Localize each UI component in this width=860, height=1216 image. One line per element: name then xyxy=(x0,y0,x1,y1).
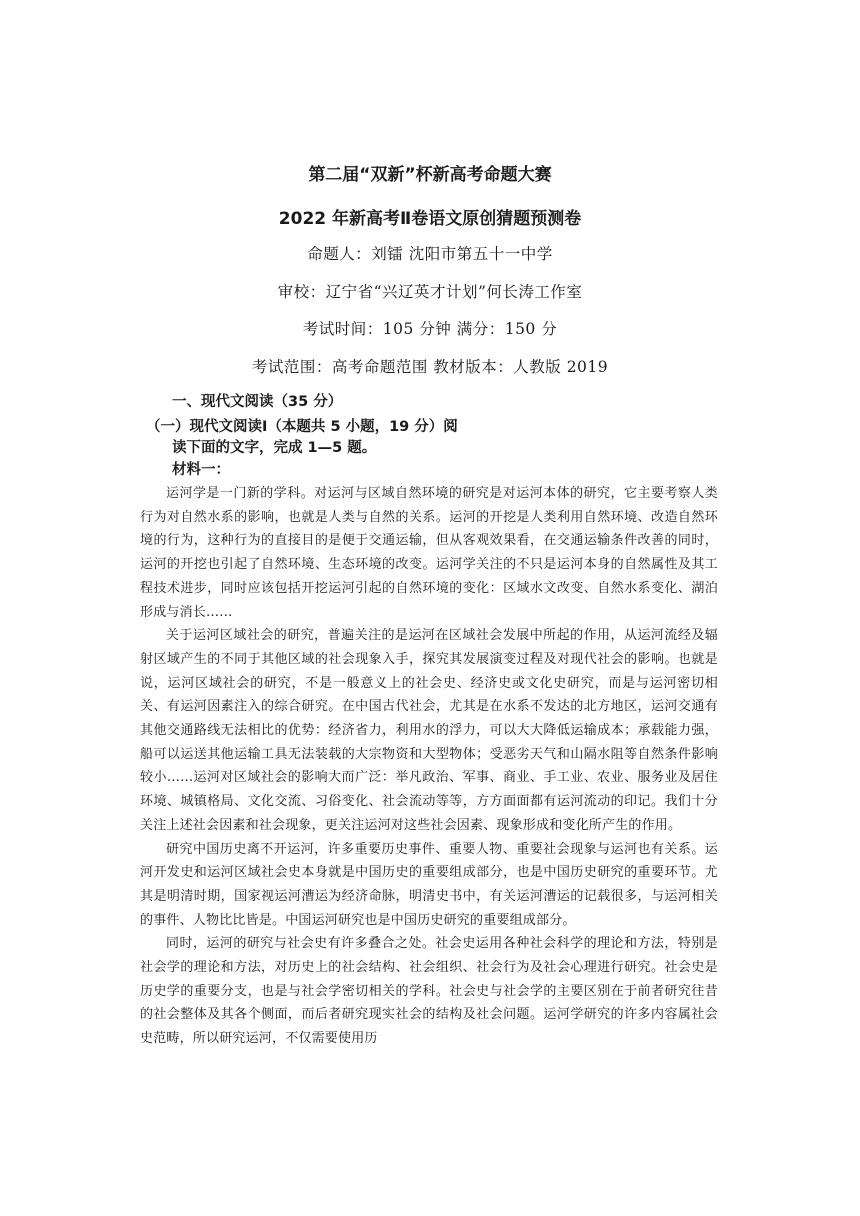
author-line: 命题人：刘镭 沈阳市第五十一中学 xyxy=(307,245,553,263)
section-heading: 一、现代文阅读（35 分） xyxy=(172,394,343,410)
paper-title: 2022 年新高考Ⅱ卷语文原创猜题预测卷 xyxy=(278,209,582,229)
reviewer-line: 审校：辽宁省“兴辽英才计划”何长涛工作室 xyxy=(277,283,583,301)
time-score-line: 考试时间：105 分钟 满分：150 分 xyxy=(302,320,558,338)
scope-line: 考试范围：高考命题范围 教材版本：人教版 2019 xyxy=(251,358,609,376)
material-label: 材料一： xyxy=(172,462,230,478)
passage-paragraph: 运河学是一门新的学科。对运河与区域自然环境的研究是对运河本体的研究，它主要考察人类行为对自然水系的影响，也就是人类与自然的关系。运河的开挖是人类利用自然环境、改造自然环境的行为，这种行为的直接目的是便于交通运输，但从客观效果看，在交通运输条件改善的同时，运河的开挖也引起了自然环境、生态环境的改变。运河学关注的不只是运河本身的自然属性及其工程技术进步，同时应该包括开挖运河引起的自然环境的变化：区域水文改变、自然水系变化、湖泊形成与消长…… xyxy=(140,486,718,620)
reading-passage xyxy=(140,482,718,1051)
contest-title: 第二届“双新”杯新高考命题大赛 xyxy=(308,165,552,185)
passage-paragraph: 同时，运河的研究与社会史有许多叠合之处。社会史运用各种社会科学的理论和方法，特别是社会学的理论和方法，对历史上的社会结构、社会组织、社会行为及社会心理进行研究。社会史是历史学的重要分支，也是与社会学密切相关的学科。社会史与社会学的主要区别在于前者研究往昔的社会整体及其各个侧面，而后者研究现实社会的结构及社会问题。运河学研究的许多内容属社会史范畴，所以研究运河，不仅需要使用历 xyxy=(140,936,718,1047)
reading-instruction: 读下面的文字，完成 1—5 题。 xyxy=(172,440,377,456)
passage-paragraph: 关于运河区域社会的研究，普遍关注的是运河在区域社会发展中所起的作用，从运河流经及辐射区域产生的不同于其他区域的社会现象入手，探究其发展演变过程及对现代社会的影响。也就是说，运河区域社会的研究，不是一般意义上的社会史、经济史或文化史研究，而是与运河密切相关、有运河因素注入的综合研究。在中国古代社会，尤其是在水系不发达的北方地区，运河交通有其他交通路线无法相比的优势：经济省力，利用水的浮力，可以大大降低运输成本；承载能力强，船可以运送其他运输工具无法装载的大宗物资和大型物体；受恶劣天气和山隔水阻等自然条件影响较小……运河对区域社会的影响大而广泛：举凡政治、军事、商业、手工业、农业、服务业及居住环境、城镇格局、文化交流、习俗变化、社会流动等等，方方面面都有运河流动的印记。我们十分关注上述社会因素和社会现象，更关注运河对这些社会因素、现象形成和变化所产生的作用。 xyxy=(140,628,718,833)
passage-paragraph: 研究中国历史离不开运河，许多重要历史事件、重要人物、重要社会现象与运河也有关系。运河开发史和运河区域社会史本身就是中国历史的重要组成部分，也是中国历史研究的重要环节。尤其是明清时期，国家视运河漕运为经济命脉，明清史书中，有关运河漕运的记载很多，与运河相关的事件、人物比比皆是。中国运河研究也是中国历史研究的重要组成部分。 xyxy=(140,841,718,928)
subsection-heading: （一）现代文阅读Ⅰ（本题共 5 小题，19 分）阅 xyxy=(146,419,458,435)
